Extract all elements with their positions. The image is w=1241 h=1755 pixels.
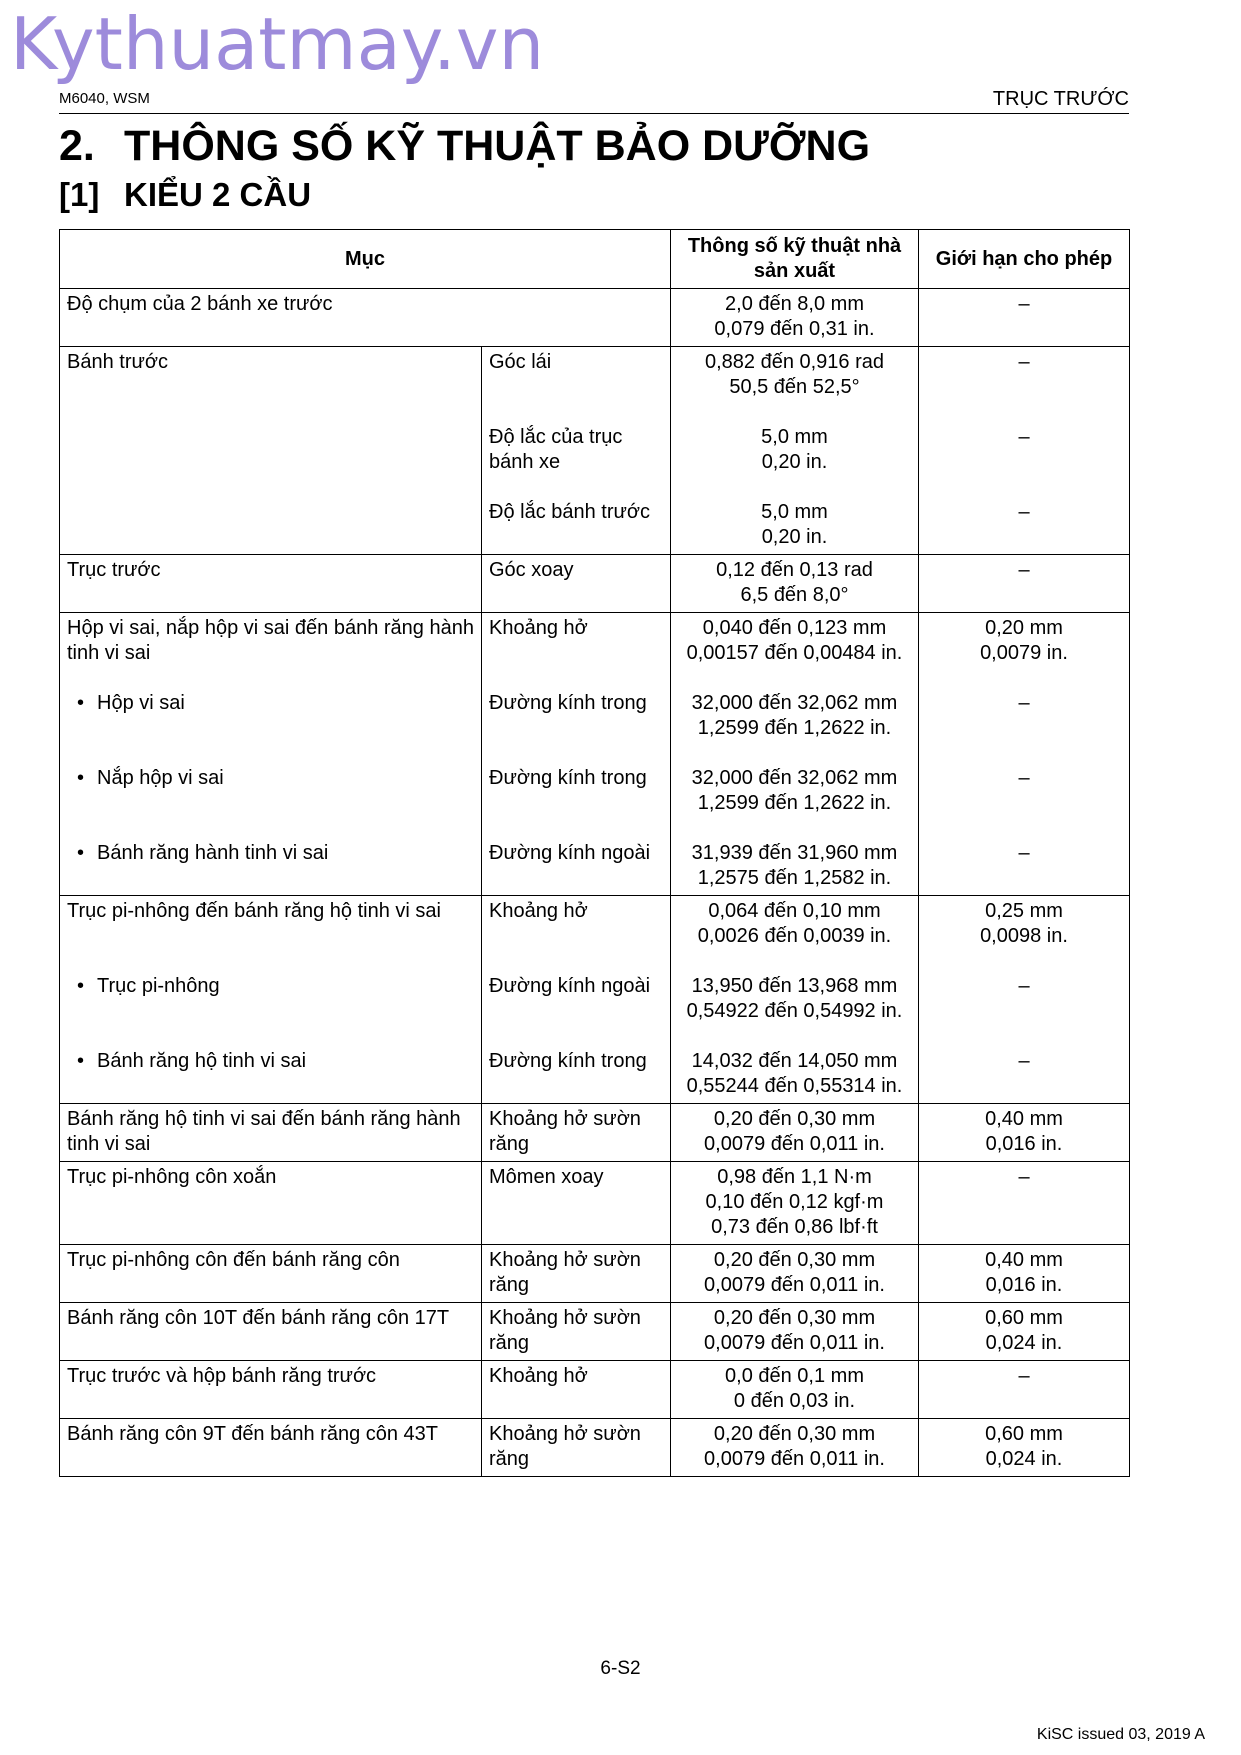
item-label: Hộp vi sai, nắp hộp vi sai đến bánh răng hành tinh vi sai xyxy=(67,617,474,664)
param-label: Khoảng hở sườn răng xyxy=(489,1108,641,1155)
limit-group xyxy=(926,1306,1122,1356)
limit-value: – xyxy=(1018,293,1030,315)
item-cell xyxy=(60,347,482,555)
spec-cell xyxy=(671,613,919,896)
spec-value: 0,0079 đến 0,011 in. xyxy=(704,1448,885,1470)
spec-value: 0,882 đến 0,916 rad xyxy=(704,351,885,373)
limit-value: – xyxy=(1018,975,1030,997)
limit-value: – xyxy=(1018,426,1030,448)
spec-group xyxy=(678,1165,911,1240)
limit-value: – xyxy=(1018,842,1030,864)
spec-group xyxy=(678,1364,911,1414)
param-label: Góc xoay xyxy=(489,559,574,581)
spec-value: 32,000 đến 32,062 mm xyxy=(691,692,898,714)
spec-group xyxy=(678,974,911,1024)
spec-cell xyxy=(671,289,919,347)
param-label: Khoảng hở xyxy=(489,617,588,639)
maintenance-spec-table xyxy=(59,229,1130,1477)
section-title: TRỤC TRƯỚC xyxy=(992,88,1129,110)
spec-group xyxy=(678,1107,911,1157)
limit-cell xyxy=(919,555,1130,613)
param-label: Khoảng hở sườn răng xyxy=(489,1307,641,1354)
param-cell xyxy=(482,1303,671,1361)
table-header-row xyxy=(60,230,1130,289)
spec-cell xyxy=(671,1303,919,1361)
param-label: Đường kính trong xyxy=(489,767,647,789)
limit-value: 0,40 mm xyxy=(985,1108,1063,1130)
item-label: Trục pi-nhông côn đến bánh răng côn xyxy=(67,1249,400,1271)
spec-value: 0,0 đến 0,1 mm xyxy=(725,1365,864,1387)
spec-value: 50,5 đến 52,5° xyxy=(729,376,860,398)
spec-group xyxy=(678,1248,911,1298)
limit-value: – xyxy=(1018,767,1030,789)
spec-value: 1,2599 đến 1,2622 in. xyxy=(697,717,892,739)
param-cell xyxy=(482,555,671,613)
spec-value: 0,0079 đến 0,011 in. xyxy=(704,1133,885,1155)
item-bullet: • Bánh răng hành tinh vi sai xyxy=(67,841,474,891)
item-bullet: • Trục pi-nhông xyxy=(67,974,474,1024)
table-body xyxy=(60,289,1130,1477)
spec-group xyxy=(678,1049,911,1099)
spec-value: 0,0079 đến 0,011 in. xyxy=(704,1274,885,1296)
heading-number: 2. xyxy=(59,122,95,170)
limit-value: – xyxy=(1018,351,1030,373)
limit-cell xyxy=(919,613,1130,896)
limit-value: – xyxy=(1018,501,1030,523)
spec-value: 0,20 in. xyxy=(761,526,828,548)
limit-group xyxy=(926,974,1122,1024)
table-row xyxy=(60,289,1130,347)
table-row xyxy=(60,555,1130,613)
table-row xyxy=(60,347,1130,555)
limit-group xyxy=(926,350,1122,400)
spec-value: 0,20 đến 0,30 mm xyxy=(713,1108,876,1130)
limit-group xyxy=(926,841,1122,891)
spec-group xyxy=(678,691,911,741)
limit-cell xyxy=(919,1361,1130,1419)
spec-group xyxy=(678,899,911,949)
limit-group xyxy=(926,616,1122,666)
item-bullet: • Nắp hộp vi sai xyxy=(67,766,474,816)
limit-value: 0,024 in. xyxy=(985,1332,1063,1354)
spec-value: 0,55244 đến 0,55314 in. xyxy=(686,1075,903,1097)
limit-value: 0,20 mm xyxy=(985,617,1063,639)
subsection-title xyxy=(59,176,311,214)
param-cell xyxy=(482,1245,671,1303)
spec-value: 0,0079 đến 0,011 in. xyxy=(704,1332,885,1354)
table-row xyxy=(60,1162,1130,1245)
table-row xyxy=(60,896,1130,1104)
spec-value: 0,73 đến 0,86 lbf·ft xyxy=(711,1216,878,1238)
item-cell: Độ chụm của 2 bánh xe trước xyxy=(60,289,671,347)
limit-value: – xyxy=(1018,559,1030,581)
limit-value: 0,024 in. xyxy=(985,1448,1063,1470)
spec-cell xyxy=(671,1104,919,1162)
limit-value: 0,60 mm xyxy=(985,1423,1063,1445)
limit-cell xyxy=(919,1303,1130,1361)
item-cell xyxy=(60,1419,482,1477)
spec-group xyxy=(678,350,911,400)
param-label: Đường kính ngoài xyxy=(489,842,651,864)
item-label: Trục pi-nhông côn xoắn xyxy=(67,1166,277,1188)
spec-value: 0,12 đến 0,13 rad xyxy=(716,559,873,581)
table-row xyxy=(60,1361,1130,1419)
limit-value: – xyxy=(1018,1365,1030,1387)
param-label: Khoảng hở xyxy=(489,1365,588,1387)
item-cell xyxy=(60,1303,482,1361)
spec-cell xyxy=(671,555,919,613)
param-label: Mômen xoay xyxy=(489,1166,604,1188)
spec-value: 13,950 đến 13,968 mm xyxy=(691,975,898,997)
limit-group xyxy=(926,558,1122,608)
limit-group xyxy=(926,1165,1122,1240)
limit-value: – xyxy=(1018,692,1030,714)
spec-group xyxy=(678,1306,911,1356)
spec-group xyxy=(678,500,911,550)
limit-group xyxy=(926,899,1122,949)
param-cell xyxy=(482,613,671,896)
spec-value: 31,939 đến 31,960 mm xyxy=(691,842,898,864)
spec-cell xyxy=(671,347,919,555)
param-cell xyxy=(482,1419,671,1477)
subheading-text: KIỂU 2 CẦU xyxy=(124,176,312,213)
spec-value: 0,10 đến 0,12 kgf·m xyxy=(705,1191,884,1213)
limit-value: 0,60 mm xyxy=(985,1307,1063,1329)
limit-value: 0,25 mm xyxy=(985,900,1063,922)
spec-value: 0,20 đến 0,30 mm xyxy=(713,1249,876,1271)
header-divider xyxy=(59,113,1129,114)
limit-group xyxy=(926,500,1122,550)
limit-group xyxy=(926,1248,1122,1298)
param-label: Khoảng hở sườn răng xyxy=(489,1423,641,1470)
item-cell xyxy=(60,1162,482,1245)
spec-cell xyxy=(671,896,919,1104)
item-cell xyxy=(60,613,482,896)
limit-group xyxy=(926,691,1122,741)
table-row xyxy=(60,1419,1130,1477)
param-label: Góc lái xyxy=(489,351,552,373)
limit-cell xyxy=(919,347,1130,555)
spec-value: 0,040 đến 0,123 mm xyxy=(702,617,887,639)
param-label: Đường kính trong xyxy=(489,1050,647,1072)
param-cell xyxy=(482,347,671,555)
limit-value: 0,40 mm xyxy=(985,1249,1063,1271)
param-cell xyxy=(482,1361,671,1419)
item-label: Trục pi-nhông đến bánh răng hộ tinh vi sai xyxy=(67,900,441,922)
spec-value: 5,0 mm xyxy=(761,501,828,523)
spec-group xyxy=(678,425,911,475)
spec-value: 0,064 đến 0,10 mm xyxy=(708,900,881,922)
table-row xyxy=(60,613,1130,896)
spec-cell xyxy=(671,1361,919,1419)
spec-group xyxy=(678,766,911,816)
issue-info: KiSC issued 03, 2019 A xyxy=(1036,1726,1205,1743)
spec-value: 32,000 đến 32,062 mm xyxy=(691,767,898,789)
param-label: Độ lắc bánh trước xyxy=(489,501,651,523)
spec-cell xyxy=(671,1419,919,1477)
param-label: Khoảng hở xyxy=(489,900,588,922)
limit-group xyxy=(926,1049,1122,1099)
limit-group xyxy=(926,766,1122,816)
page-title xyxy=(59,122,870,171)
limit-cell xyxy=(919,1104,1130,1162)
param-cell xyxy=(482,896,671,1104)
item-label: Bánh răng hộ tinh vi sai đến bánh răng hành tinh vi sai xyxy=(67,1108,461,1155)
spec-cell xyxy=(671,1245,919,1303)
spec-value: 5,0 mm xyxy=(761,426,828,448)
param-cell xyxy=(482,1104,671,1162)
param-label: Đường kính ngoài xyxy=(489,975,651,997)
item-cell xyxy=(60,555,482,613)
page-number: 6-S2 xyxy=(600,1658,641,1679)
spec-value: 0,54922 đến 0,54992 in. xyxy=(686,1000,903,1022)
limit-cell xyxy=(919,1419,1130,1477)
header-spec: Thông số kỹ thuật nhà sản xuất xyxy=(671,230,919,289)
spec-value: 0,079 đến 0,31 in. xyxy=(714,318,875,340)
param-label: Độ lắc của trục bánh xe xyxy=(489,426,623,473)
limit-group xyxy=(926,1107,1122,1157)
spec-value: 0,20 đến 0,30 mm xyxy=(713,1307,876,1329)
limit-group xyxy=(926,425,1122,475)
limit-value: 0,0098 in. xyxy=(980,925,1068,947)
limit-value: – xyxy=(1018,1166,1030,1188)
spec-value: 1,2599 đến 1,2622 in. xyxy=(697,792,892,814)
spec-value: 0,00157 đến 0,00484 in. xyxy=(686,642,903,664)
spec-value: 0,20 đến 0,30 mm xyxy=(713,1423,876,1445)
item-bullet: • Hộp vi sai xyxy=(67,691,474,741)
item-label: Bánh răng côn 9T đến bánh răng côn 43T xyxy=(67,1423,439,1445)
document-code: M6040, WSM xyxy=(59,90,150,107)
table-row xyxy=(60,1303,1130,1361)
item-bullet: • Bánh răng hộ tinh vi sai xyxy=(67,1049,474,1099)
spec-value: 0,98 đến 1,1 N·m xyxy=(717,1166,872,1188)
limit-group xyxy=(926,1422,1122,1472)
param-label: Đường kính trong xyxy=(489,692,647,714)
table-row xyxy=(60,1245,1130,1303)
spec-group xyxy=(678,1422,911,1472)
param-label: Khoảng hở sườn răng xyxy=(489,1249,641,1296)
spec-value: 1,2575 đến 1,2582 in. xyxy=(697,867,892,889)
limit-value: 0,016 in. xyxy=(985,1274,1063,1296)
header-item: Mục xyxy=(60,230,671,289)
item-label: Bánh răng côn 10T đến bánh răng côn 17T xyxy=(67,1307,450,1329)
item-cell xyxy=(60,1361,482,1419)
spec-group xyxy=(678,558,911,608)
item-cell xyxy=(60,1104,482,1162)
spec-value: 2,0 đến 8,0 mm xyxy=(725,293,864,315)
spec-cell xyxy=(671,1162,919,1245)
subheading-number: [1] xyxy=(59,176,100,213)
spec-value: 6,5 đến 8,0° xyxy=(740,584,849,606)
spec-value: 14,032 đến 14,050 mm xyxy=(691,1050,898,1072)
limit-cell xyxy=(919,1162,1130,1245)
limit-value: 0,0079 in. xyxy=(980,642,1068,664)
limit-value: – xyxy=(1018,1050,1030,1072)
spec-value: 0,20 in. xyxy=(761,451,828,473)
item-label: Trục trước xyxy=(67,559,161,581)
item-label: Bánh trước xyxy=(67,351,168,373)
spec-value: 0 đến 0,03 in. xyxy=(733,1390,856,1412)
limit-value: 0,016 in. xyxy=(985,1133,1063,1155)
table-row xyxy=(60,1104,1130,1162)
item-label: Trục trước và hộp bánh răng trước xyxy=(67,1365,377,1387)
limit-cell xyxy=(919,1245,1130,1303)
param-cell xyxy=(482,1162,671,1245)
spec-value: 0,0026 đến 0,0039 in. xyxy=(697,925,892,947)
limit-cell xyxy=(919,289,1130,347)
limit-cell xyxy=(919,896,1130,1104)
limit-group xyxy=(926,1364,1122,1414)
item-cell xyxy=(60,896,482,1104)
watermark-logo: Kythuatmay.vn xyxy=(10,2,545,86)
spec-group xyxy=(678,616,911,666)
heading-text: THÔNG SỐ KỸ THUẬT BẢO DƯỠNG xyxy=(124,122,871,170)
header-limit: Giới hạn cho phép xyxy=(919,230,1130,289)
item-cell xyxy=(60,1245,482,1303)
spec-group xyxy=(678,841,911,891)
